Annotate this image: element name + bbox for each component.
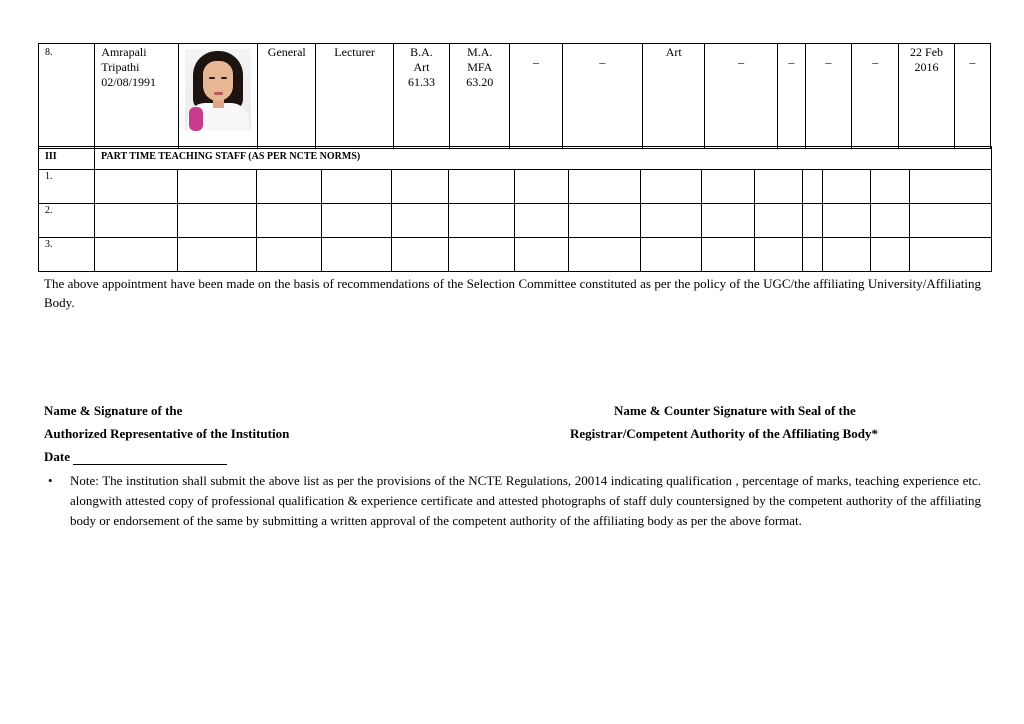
blank-cell	[705, 44, 777, 149]
blank-cell	[805, 44, 851, 149]
note-text: Note: The institution shall submit the above list as per the provisions of the NCTE Regulations, 20014 indicating qualification , percentage of marks, teaching experience etc. alongwith attested copy of professional qualification & experience certificate and attested photographs of staff duly countersigned by the competent authority of the affiliating body or endorsement of the same by submitting a written approval of the competent authority of the affiliating body as per the above format.	[70, 473, 981, 528]
table-row	[39, 204, 992, 238]
pg-degree: M.A.	[467, 45, 493, 59]
bullet-icon: •	[48, 473, 53, 488]
dash-value: _	[533, 51, 540, 65]
blank-cell	[510, 44, 562, 149]
joining-date-year: 2016	[914, 60, 939, 74]
part-time-table	[38, 146, 992, 272]
photo-cell	[178, 44, 257, 149]
table-row	[39, 170, 992, 204]
dash-value: _	[788, 51, 795, 65]
dash-value: _	[738, 51, 745, 65]
serial-number: 8.	[39, 44, 95, 149]
dash-value: _	[969, 51, 976, 65]
date-label: Date	[44, 449, 70, 464]
section-header-row	[39, 147, 992, 170]
ug-subject: Art	[413, 60, 430, 74]
row-number: 2.	[39, 204, 95, 238]
joining-date-cell	[899, 44, 954, 149]
table-row	[39, 44, 991, 149]
date-field	[44, 449, 227, 465]
staff-name-cell	[95, 44, 178, 149]
blank-cell	[954, 44, 990, 149]
left-signature-line1: Name & Signature of the	[44, 403, 183, 418]
staff-table	[38, 43, 991, 149]
dash-value: _	[599, 51, 606, 65]
row-number: 1.	[39, 170, 95, 204]
blank-cell	[562, 44, 642, 149]
ug-percentage: 61.33	[407, 75, 435, 89]
date-blank-line	[73, 451, 227, 465]
staff-dob: 02/08/1991	[101, 75, 156, 89]
note-block	[44, 471, 981, 531]
row-number: 3.	[39, 238, 95, 272]
staff-first-name: Amrapali	[101, 45, 147, 59]
joining-date-day: 22 Feb	[910, 45, 944, 59]
table-row	[39, 238, 992, 272]
pg-percentage: 63.20	[466, 75, 494, 89]
right-signature-line2: Registrar/Competent Authority of the Affiliating Body*	[570, 426, 879, 441]
category-cell: General	[258, 44, 316, 149]
pg-qualification-cell	[450, 44, 510, 149]
right-signature-line1: Name & Counter Signature with Seal of the	[614, 403, 856, 418]
section-number: III	[39, 147, 95, 170]
section-title: PART TIME TEACHING STAFF (AS PER NCTE NORMS)	[95, 147, 992, 170]
pg-subject: MFA	[467, 60, 493, 74]
left-signature-line2: Authorized Representative of the Institution	[44, 426, 290, 441]
ug-qualification-cell	[393, 44, 449, 149]
staff-photo	[185, 49, 251, 131]
subject-cell: Art	[643, 44, 705, 149]
dash-value: _	[825, 51, 832, 65]
dash-value: _	[872, 51, 879, 65]
blank-cell	[852, 44, 899, 149]
staff-last-name: Tripathi	[101, 60, 140, 74]
designation-cell: Lecturer	[316, 44, 393, 149]
appointment-paragraph: The above appointment have been made on the basis of recommendations of the Selection Committee constituted as per the policy of the UGC/the affiliating University/Affiliating Body.	[44, 276, 981, 310]
ug-degree: B.A.	[410, 45, 433, 59]
blank-cell	[777, 44, 805, 149]
